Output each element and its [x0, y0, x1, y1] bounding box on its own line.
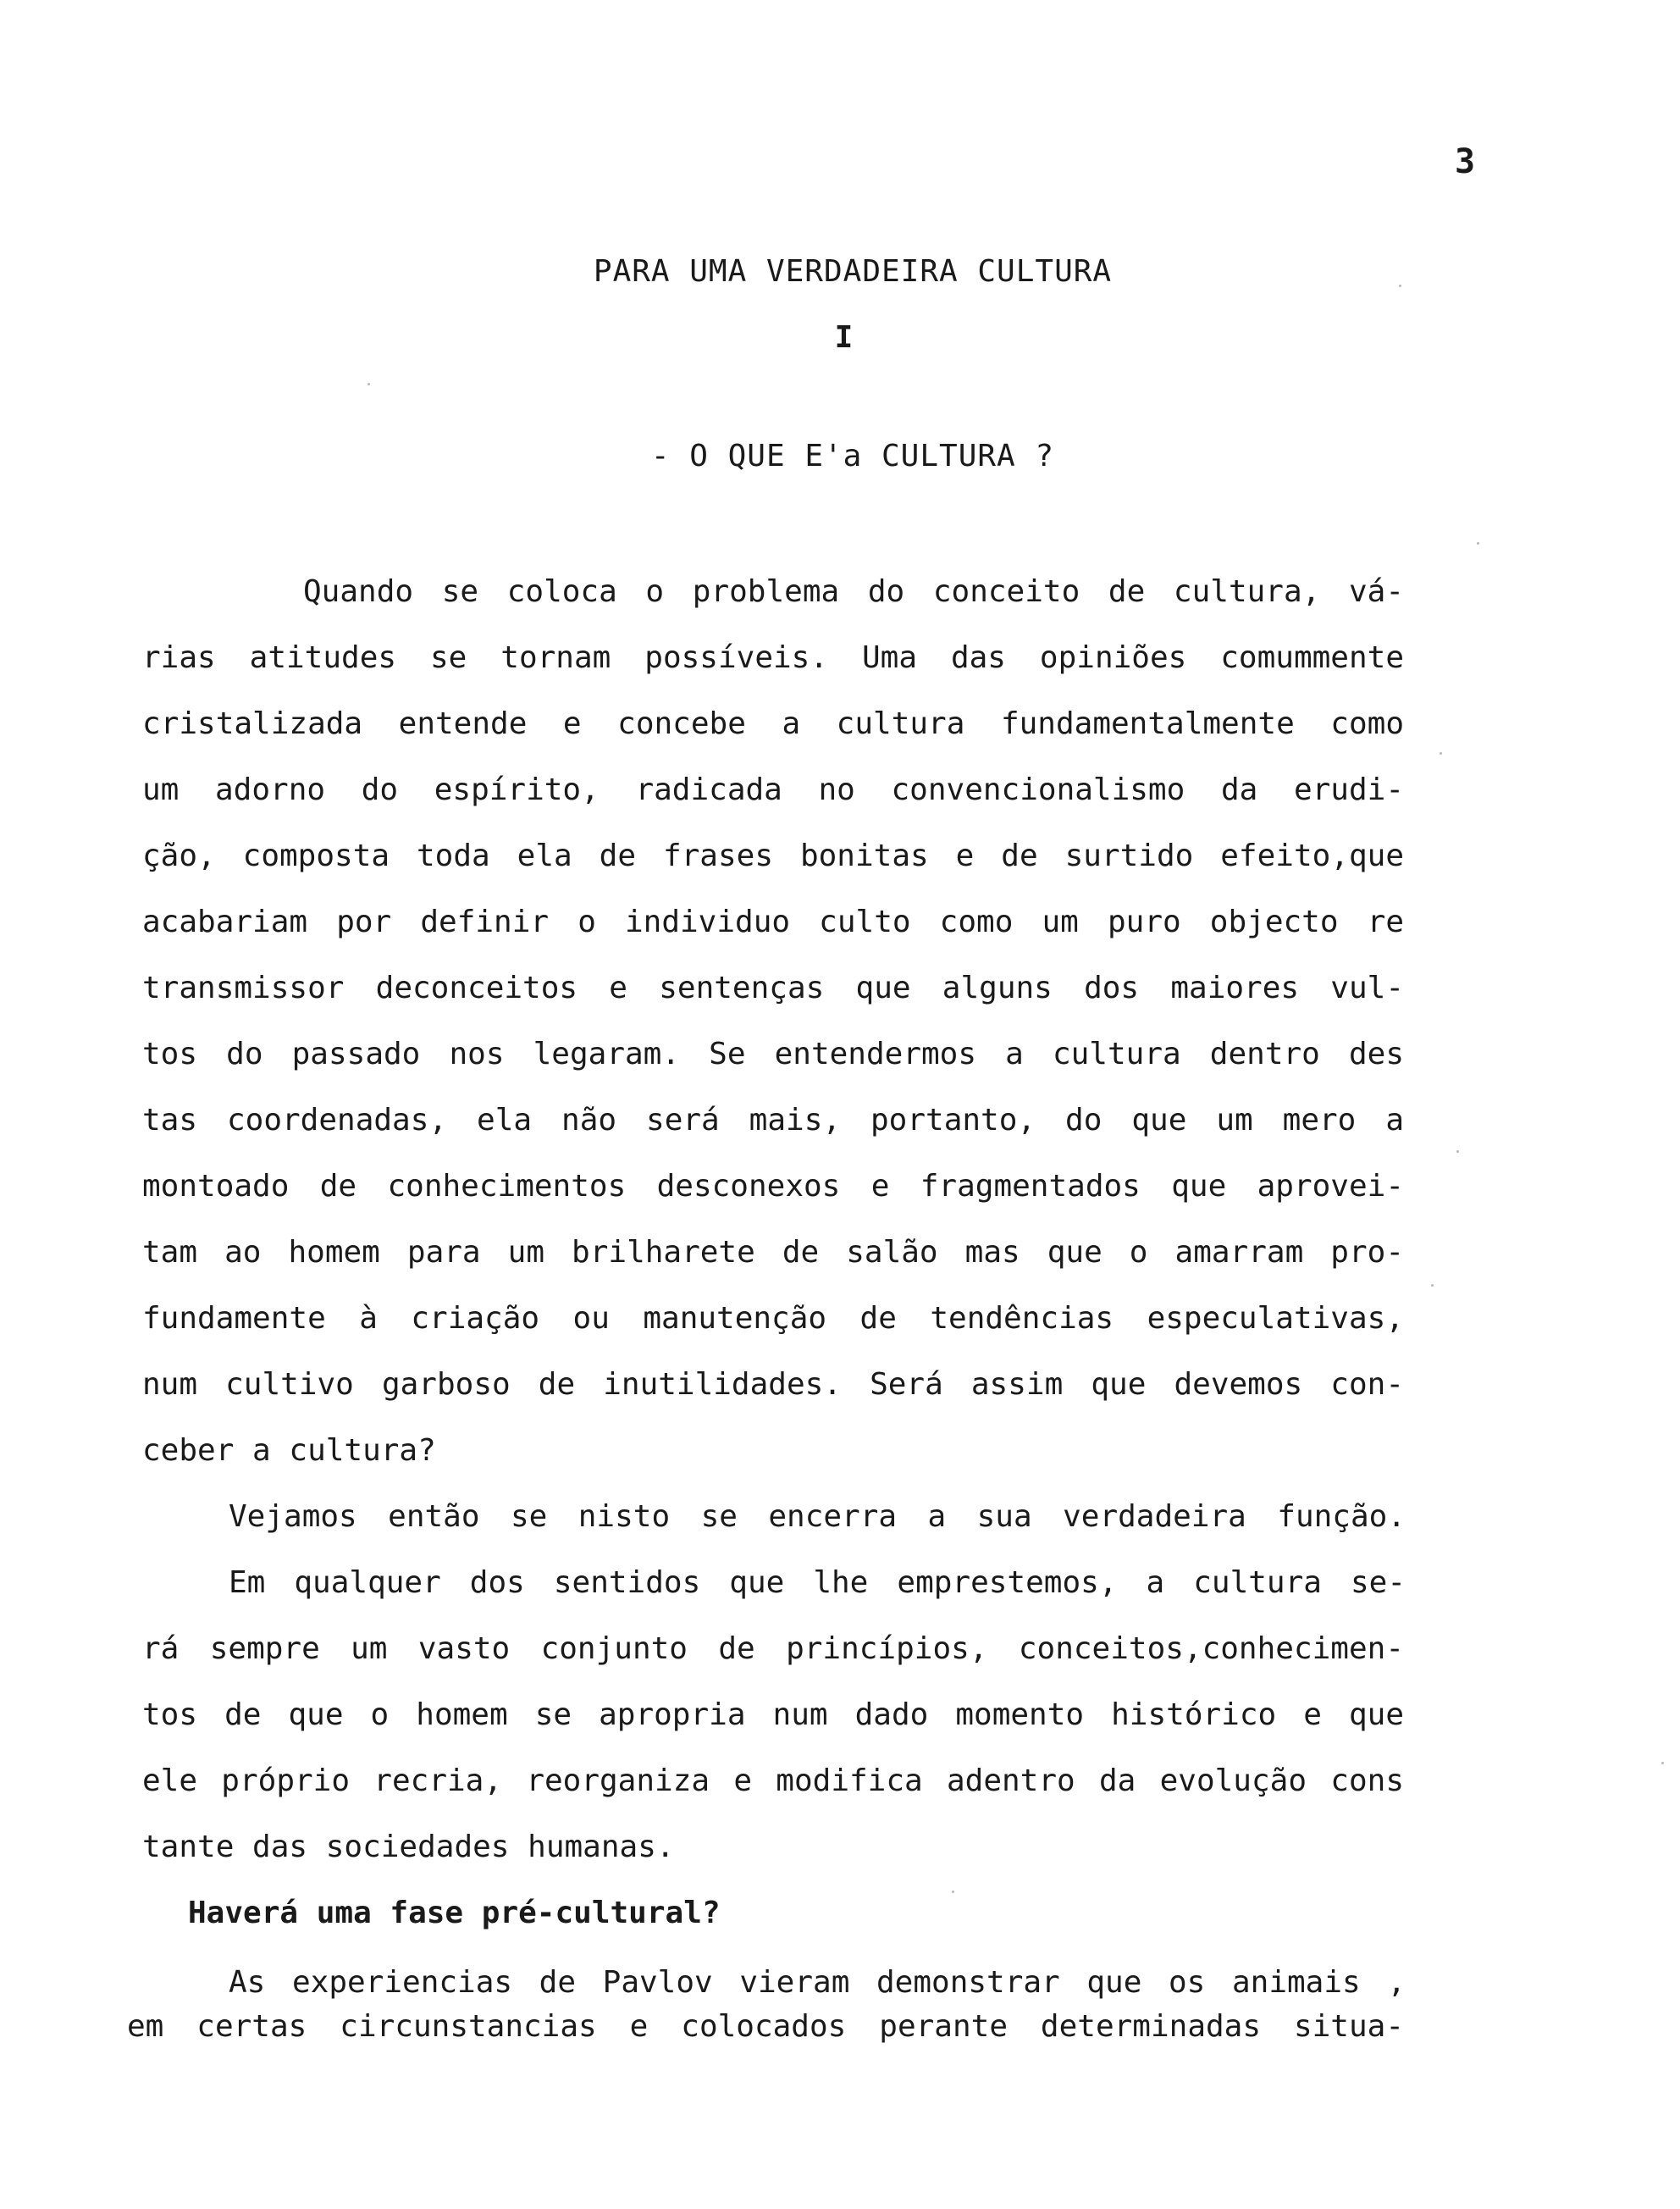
body-line: fundamente à criação ou manutenção de tendências especulativas,: [142, 1301, 1404, 1336]
scan-speck: [1661, 1762, 1664, 1764]
scan-speck: [1456, 1150, 1459, 1153]
body-line: Em qualquer dos sentidos que lhe emprestemos, a cultura se-: [229, 1565, 1406, 1600]
body-line: rá sempre um vasto conjunto de princípios, conceitos,conhecimen-: [142, 1631, 1404, 1666]
body-line: montoado de conhecimentos desconexos e fragmentados que aprovei-: [142, 1169, 1404, 1204]
body-line: Quando se coloca o problema do conceito de cultura, vá-: [303, 574, 1404, 609]
body-line: tam ao homem para um brilharete de salão mas que o amarram pro-: [142, 1235, 1404, 1270]
body-line: ceber a cultura?: [142, 1433, 436, 1468]
body-line: num cultivo garboso de inutilidades. Será assim que devemos con-: [142, 1367, 1404, 1402]
body-line: transmissor deconceitos e sentenças que alguns dos maiores vul-: [142, 971, 1404, 1005]
body-line: cristalizada entende e concebe a cultura fundamentalmente como: [142, 706, 1404, 741]
body-line: As experiencias de Pavlov vieram demonstrar que os animais ,: [229, 1965, 1406, 2000]
scan-speck: [1399, 285, 1401, 287]
body-line: acabariam por definir o individuo culto como um puro objecto re: [142, 905, 1404, 939]
page-number: 3: [1455, 142, 1476, 181]
scan-speck: [368, 383, 370, 385]
body-line: tas coordenadas, ela não será mais, portanto, do que um mero a: [142, 1103, 1404, 1138]
chapter-numeral: I: [834, 320, 854, 355]
section-heading: - O QUE E'a CULTURA ?: [650, 439, 1055, 473]
scan-speck: [952, 1891, 954, 1893]
document-title: PARA UMA VERDADEIRA CULTURA: [593, 254, 1113, 289]
body-line: em certas circunstancias e colocados perante determinadas situa-: [127, 2009, 1404, 2044]
body-line: rias atitudes se tornam possíveis. Uma das opiniões comummente: [142, 640, 1404, 675]
question-line: Haverá uma fase pré-cultural?: [188, 1896, 721, 1930]
body-line: ele próprio recria, reorganiza e modifica adentro da evolução cons: [142, 1763, 1404, 1798]
body-line: Vejamos então se nisto se encerra a sua verdadeira função.: [229, 1499, 1406, 1534]
scan-speck: [1440, 752, 1442, 755]
body-line: ção, composta toda ela de frases bonitas e de surtido efeito,que: [142, 839, 1404, 873]
body-line: tos de que o homem se apropria num dado momento histórico e que: [142, 1697, 1404, 1732]
body-line: tos do passado nos legaram. Se entendermos a cultura dentro des: [142, 1037, 1404, 1071]
body-line: tante das sociedades humanas.: [142, 1830, 675, 1864]
body-line: um adorno do espírito, radicada no convencionalismo da erudi-: [142, 772, 1404, 807]
scan-speck: [1431, 1284, 1434, 1287]
scan-speck: [1477, 542, 1479, 545]
